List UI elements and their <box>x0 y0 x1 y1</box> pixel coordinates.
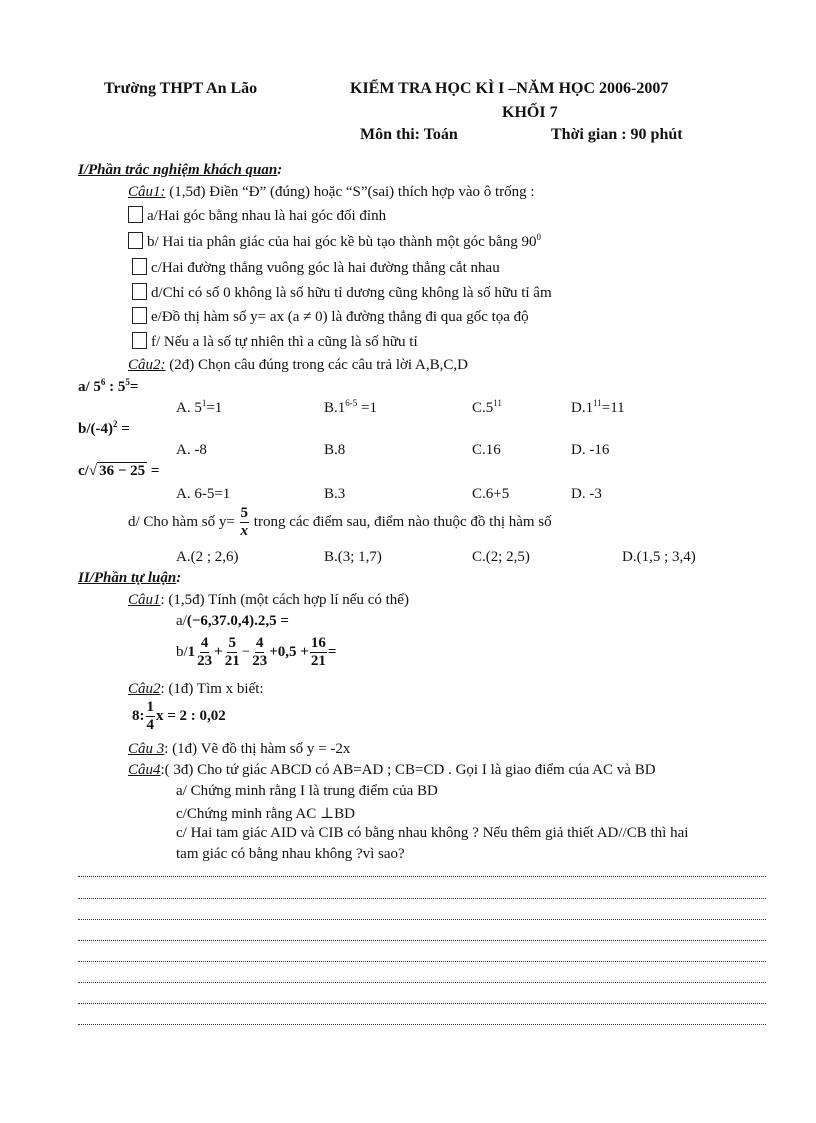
school-name: Trường THPT An Lão <box>104 80 258 97</box>
option-d[interactable]: D.(1,5 ; 3,4) <box>622 549 696 565</box>
p2-q4-prompt: Câu4:( 3đ) Cho tứ giác ABCD có AB=AD ; CB=CD . Gọi I là giao điểm cúa AC và BD <box>128 762 656 778</box>
answer-line[interactable] <box>78 982 766 983</box>
part2-heading: II/Phần tự luận: <box>78 570 182 586</box>
answer-checkbox[interactable] <box>128 206 143 223</box>
option-b[interactable]: B.(3; 1,7) <box>324 549 382 565</box>
p1-q1-item: b/ Hai tia phân giác của hai góc kề bù tạo thành một góc bằng $90^0$ <box>128 232 541 251</box>
answer-line[interactable] <box>78 919 766 920</box>
option-a[interactable]: A. $5^1=1$ <box>176 398 223 416</box>
option-b[interactable]: $B.1^{6-5} =1$ <box>324 398 377 416</box>
part1-heading: I/Phần trắc nghiệm khách quan: <box>78 162 283 178</box>
option-d[interactable]: D. -3 <box>571 486 602 502</box>
option-c[interactable]: C.(2; 2,5) <box>472 549 530 565</box>
p1-q2-c: c/√ 36 − 25 = <box>78 463 160 479</box>
p2-q1-b: b/1 $\frac{4}{23}$ + $\frac{5}{21}$ − $\frac{4}{23}$ +0,5 + $\frac{16}{21}$ = <box>176 635 337 669</box>
answer-line[interactable] <box>78 876 766 877</box>
p1-q2-prompt: Câu2: (2đ) Chọn câu đúng trong các câu trả lời A,B,C,D <box>128 357 468 373</box>
answer-checkbox[interactable] <box>132 332 147 349</box>
p2-q3-prompt: Câu 3: (1đ) Vẽ đồ thị hàm số y = -2x <box>128 741 351 757</box>
p1-q2-d: d/ Cho hàm số y= $\frac{5}{x}$ trong các điểm sau, điểm nào thuộc đồ thị hàm số <box>128 505 552 539</box>
option-b[interactable]: B.3 <box>324 486 346 502</box>
p2-q1-prompt: Câu1: (1,5đ) Tính (một cách hợp lí nếu có thể) <box>128 592 409 608</box>
p2-q4-line: a/ Chứng minh rằng I là trung điểm của BD <box>176 783 438 799</box>
option-c[interactable]: $C.5^{11}$ <box>472 398 502 416</box>
p2-q4-line: c/ Hai tam giác AID và CIB có bằng nhau không ? Nếu thêm giả thiết AD//CB thì hai <box>176 825 689 841</box>
answer-line[interactable] <box>78 1003 766 1004</box>
p2-q1-a: a/(−6,37.0,4).2,5 = <box>176 613 289 629</box>
p1-q1-item: d/Chỉ có số 0 không là số hữu tỉ dương cũng không là số hữu tỉ âm <box>132 283 552 302</box>
option-c[interactable]: C.16 <box>472 442 501 458</box>
p1-q2-b: $b/(-4)^2$ = <box>78 419 130 437</box>
answer-checkbox[interactable] <box>128 232 143 249</box>
answer-line[interactable] <box>78 1024 766 1025</box>
p1-q1-item: e/Đồ thị hàm số y= ax (a ≠ 0) là đường thẳng đi qua gốc tọa độ <box>132 307 529 326</box>
sqrt-symbol: √ <box>88 463 98 479</box>
option-b[interactable]: B.8 <box>324 442 346 458</box>
p2-q2-equation: 8: $\frac{1}{4}$ x = 2 : 0,02 <box>132 699 226 733</box>
subject-label: Môn thi: Toán <box>360 126 458 143</box>
grade-label: KHỐI 7 <box>502 104 558 121</box>
p1-q1-item: a/Hai góc bằng nhau là hai góc đối đỉnh <box>128 206 386 225</box>
p1-q2-a: a/ $5^6$ : $5^5=$ <box>78 377 139 395</box>
p2-q4-line: c/Chứng minh rằng AC ⊥BD <box>176 806 355 822</box>
option-d[interactable]: $D.1^{11}=11$ <box>571 398 625 416</box>
p1-q1-item: c/Hai đường thẳng vuông góc là hai đường thẳng cắt nhau <box>132 258 500 277</box>
p2-q4-line: tam giác có bằng nhau không ?vì sao? <box>176 846 405 862</box>
p1-q1-prompt: Câu1: (1,5đ) Điền “Đ” (đúng) hoặc “S”(sai) thích hợp vào ô trống : <box>128 184 535 200</box>
p2-q2-prompt: Câu2: (1đ) Tìm x biết: <box>128 681 264 697</box>
answer-checkbox[interactable] <box>132 283 147 300</box>
duration-label: Thời gian : 90 phút <box>551 126 683 143</box>
option-a[interactable]: A. 6-5=1 <box>176 486 231 502</box>
option-c[interactable]: C.6+5 <box>472 486 510 502</box>
option-a[interactable]: A.(2 ; 2,6) <box>176 549 239 565</box>
exam-title: KIỂM TRA HỌC KÌ I –NĂM HỌC 2006-2007 <box>350 80 669 97</box>
option-a[interactable]: A. -8 <box>176 442 207 458</box>
answer-line[interactable] <box>78 961 766 962</box>
answer-checkbox[interactable] <box>132 307 147 324</box>
answer-checkbox[interactable] <box>132 258 147 275</box>
answer-line[interactable] <box>78 940 766 941</box>
option-d[interactable]: D. -16 <box>571 442 610 458</box>
p1-q1-item: f/ Nếu a là số tự nhiên thì a cũng là số hữu tỉ <box>132 332 418 351</box>
answer-line[interactable] <box>78 898 766 899</box>
